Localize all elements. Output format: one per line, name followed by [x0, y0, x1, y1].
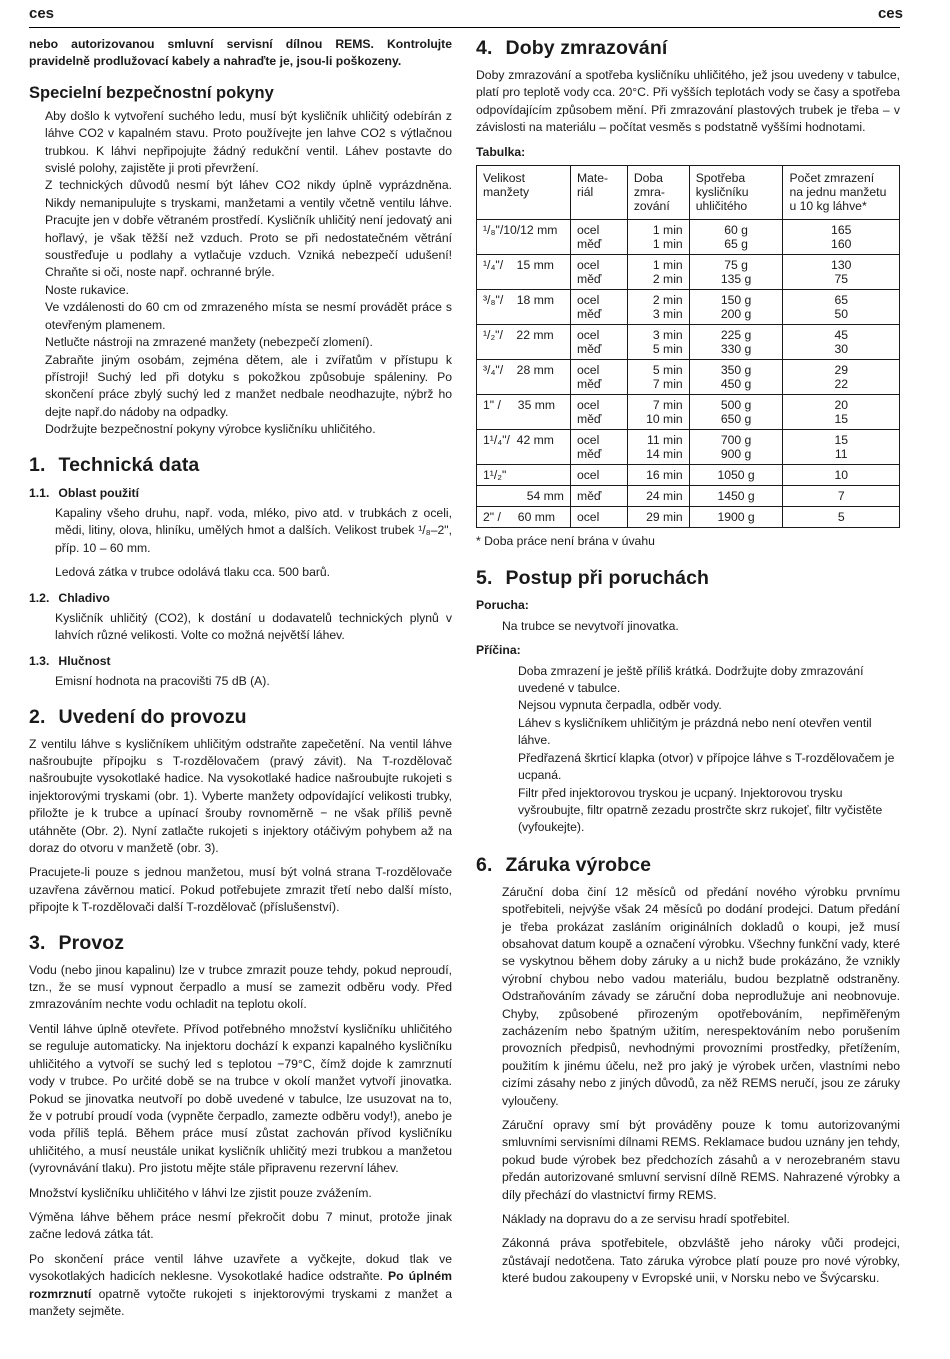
- size-cell: 1¹/₄"/ 42 mm: [477, 430, 571, 465]
- table-row: [477, 465, 900, 486]
- consumption-cell: 75 g 135 g: [689, 255, 783, 290]
- time-cell: 1 min 1 min: [627, 220, 689, 255]
- table-row: [477, 360, 900, 395]
- count-cell: 45 30: [783, 325, 900, 360]
- section-number: 1.: [29, 453, 46, 476]
- section-title: Uvedení do provozu: [58, 705, 247, 728]
- coolant-text: Kysličník uhličitý (CO2), k dostání u dodavatelů technických plynů v lahvích různé velikosti. Volte co možná největší láhev.: [55, 610, 452, 643]
- table-row: [477, 486, 900, 507]
- table-footnote: * Doba práce není brána v úvahu: [476, 534, 655, 549]
- table-row: [477, 325, 900, 360]
- section-4-heading: [476, 36, 900, 60]
- safety-line: Netlučte nástroji na zmrazené manžety (nebezpečí zlomení).: [45, 335, 373, 350]
- subsection-1-1-heading: [29, 485, 452, 502]
- material-cell: ocel měď: [570, 430, 627, 465]
- intro-warning: nebo autorizovanou smluvní servisní dílnou REMS. Kontrolujte pravidelně prodlužovací kabely a nahraďte je, jsou-li poškozeny.: [29, 37, 452, 69]
- time-cell: 5 min 7 min: [627, 360, 689, 395]
- warranty-text: [476, 884, 900, 1288]
- column-header: Doba zmra- zování: [627, 166, 689, 220]
- table-row: [477, 395, 900, 430]
- time-cell: 11 min 14 min: [627, 430, 689, 465]
- count-cell: 5: [783, 507, 900, 528]
- section-title: Záruka výrobce: [505, 853, 652, 876]
- material-cell: měď: [570, 486, 627, 507]
- cause-item: Láhev s kysličníkem uhličitým je prázdná nebo není otevřen ventil láhve.: [518, 715, 872, 748]
- table-row: [477, 430, 900, 465]
- column-header: Velikost manžety: [477, 166, 571, 220]
- size-cell: ¹/₂"/ 22 mm: [477, 325, 571, 360]
- count-cell: 130 75: [783, 255, 900, 290]
- safety-line: Z technických důvodů nesmí být láhev CO2 nikdy úplně vyprázdněna. Nikdy nemanipulujte s tryskami, manžetami a ventily včetně ventilu láhve. Pracujte jen v dobře větraném prostředí. Kysličník uhličitý není jedovatý ani hořlavý, je však těžší než vzduch. Proto se při nedostatečném větrání soustřeďuje u podlahy a vytlačuje vzduch. Vzniká nebezpečí udušení! Chraňte si oči, noste např. ochranné brýle.: [45, 178, 452, 280]
- freezing-table: [476, 165, 900, 528]
- table-row: [477, 255, 900, 290]
- material-cell: ocel: [570, 465, 627, 486]
- count-cell: 165 160: [783, 220, 900, 255]
- warranty-paragraph: Náklady na dopravu do a ze servisu hradí spotřebitel.: [502, 1212, 790, 1227]
- time-cell: 7 min 10 min: [627, 395, 689, 430]
- operation-text: opatrně vytočte rukojeti s injektorovými tryskami z manžet a manžety sejměte.: [29, 1286, 452, 1318]
- commissioning-paragraph: Pracujete-li pouze s jednou manžetou, musí být volná strana T-rozdělovače uzavřena závěrnou maticí. Pokud potřebujete zmrazit třetí nebo další místo, připojte k T-rozdělovači další T-rozdělovač (příslušenství).: [29, 865, 452, 915]
- time-cell: 3 min 5 min: [627, 325, 689, 360]
- section-6-heading: [476, 853, 900, 877]
- column-header: Spotřeba kysličníku uhličitého: [689, 166, 783, 220]
- operation-paragraph: Ventil láhve úplně otevřete. Přívod potřebného množství kysličníku uhličitého se reguluje automaticky. Na injektoru dochází k expanzi kapalného kysličníku uhličitého a vytvoří se suchý led s teplotou −79°C, čímž dojde k zamrznutí vody v trubce. Po určité době se na trubce v okolí manžet vytvoří jinovatka. Pokud se jinovatka neutvoří po době uvedené v tabulce, lze usuzovat na to, že v potrubí proudí voda (vypněte čerpadlo, zamezte odběru vody!), anebo je voda příliš teplá. Během práce musí zůstat zachován přívod kysličníku uhličitého, a musí neustále unikat kysličník uhličitý mezi trubkou a manžetou (vyrovnávání tlaku). Pro jistotu mějte stále připravenu rezervní láhev.: [29, 1021, 452, 1176]
- operation-paragraph: Vodu (nebo jinou kapalinu) lze v trubce zmrazit pouze tehdy, pokud neproudí, tzn., že se musí vypnout čerpadlo a musí se zamezit odběru vody. Před zmrazováním nechte vodu ochladit na teplotu okolí.: [29, 962, 452, 1012]
- safety-line: Aby došlo k vytvoření suchého ledu, musí být kysličník uhličitý odebírán z láhve CO2 v kapalném stavu. Proto používejte jen lahve CO2 s výtlačnou trubkou. K láhvi nepřipojujte žádný redukční ventil. Láhev postavte do svislé polohy, zajistěte ji proti převržení.: [45, 108, 452, 176]
- subsection-number: 1.2.: [29, 590, 50, 605]
- time-cell: 29 min: [627, 507, 689, 528]
- warranty-paragraph: Zákonná práva spotřebitele, obzvláště jeho nároky vůči prodejci, zůstávají nedotčena. Tato záruka výrobce platí pouze pro nové výrobky, které budou zakoupeny v Evropské unii, v Norsku nebo ve Švýcarsku.: [502, 1236, 900, 1286]
- safety-line: Ve vzdálenosti do 60 cm od zmrazeného místa se nesmí provádět práce s otevřeným plamenem.: [45, 300, 452, 332]
- count-cell: 65 50: [783, 290, 900, 325]
- fault-text: Na trubce se nevytvoří jinovatka.: [502, 618, 679, 633]
- safety-line: Zabraňte jiným osobám, zejména dětem, ale i zvířatům v přístupu k přístroji! Suchý led při dotyku s pokožkou způsobuje spáleniny. Po skončení práce zbylý suchý led z manžet nedbale neodhazujte, nýbrž ho dejte např.do nádoby na odpadky.: [45, 352, 452, 419]
- operation-paragraph: Výměna láhve během práce nesmí překročit dobu 7 minut, protože jinak začne ledová zátka tát.: [29, 1209, 452, 1242]
- consumption-cell: 500 g 650 g: [689, 395, 783, 430]
- ice-plug-text: Ledová zátka v trubce odolává tlaku cca. 500 barů.: [55, 565, 331, 580]
- table-row: [477, 290, 900, 325]
- header-right-label: ces: [877, 5, 903, 22]
- operation-paragraph: [29, 1251, 452, 1321]
- cause-item: Filtr před injektorovou tryskou je ucpaný. Injektorovou trysku vyšroubujte, filtr opatrně zezadu prostrčte skrz rukojeť, filtr vyčistěte (vyfoukejte).: [518, 785, 883, 835]
- header-left-label: ces: [29, 5, 55, 22]
- table-label: Tabulka:: [476, 144, 526, 159]
- consumption-cell: 1900 g: [689, 507, 783, 528]
- time-cell: 16 min: [627, 465, 689, 486]
- section-number: 4.: [476, 37, 493, 59]
- count-cell: 10: [783, 465, 900, 486]
- column-header: Počet zmrazení na jednu manžetu u 10 kg láhve*: [783, 166, 900, 220]
- material-cell: ocel měď: [570, 360, 627, 395]
- size-cell: 2" / 60 mm: [477, 507, 571, 528]
- consumption-cell: 700 g 900 g: [689, 430, 783, 465]
- material-cell: ocel: [570, 507, 627, 528]
- freezing-times-paragraph: Doby zmrazování a spotřeba kysličníku uhličitého, jež jsou uvedeny v tabulce, platí pro teplotě vody cca. 20°C. Při vyšších teplotách vody se časy a spotřeba odpovídajícím způsobem mění. Při zmrazování plastových trubek je třeba – v závislosti na materiálu – počítat vesměs s podstatně vyššími hodnotami.: [476, 68, 900, 135]
- fault-label: Porucha:: [476, 598, 529, 613]
- table-row: [477, 220, 900, 255]
- consumption-cell: 150 g 200 g: [689, 290, 783, 325]
- subsection-title: Chladivo: [58, 590, 110, 605]
- section-title: Postup při poruchách: [505, 567, 710, 590]
- table-header-row: [477, 166, 900, 220]
- consumption-cell: 225 g 330 g: [689, 325, 783, 360]
- cause-item: Doba zmrazení je ještě příliš krátká. Dodržujte doby zmrazování uvedené v tabulce.: [518, 663, 864, 696]
- section-title: Technická data: [58, 453, 200, 476]
- consumption-cell: 350 g 450 g: [689, 360, 783, 395]
- section-2-heading: [29, 705, 452, 729]
- warranty-paragraph: Záruční doba činí 12 měsíců od předání nového výrobku prvnímu spotřebiteli, nejvýše však 24 měsíců po dodání prodejci. Datum předání je třeba prokázat zasláním originálních dokladů o koupi, jež musí obsahovat datum koupě a označení výrobku. Všechny funkční vady, které se vyskytnou během doby záruky a u nichž bude prokázáno, že vznikly výrobní chybou nebo vadou materiálu, budou bezplatně odstraněny. Odstraňováním závady se záruční doba neprodlužuje ani neobnovuje. Chyby, způsobené přirozeným opotřebováním, nepřiměřeným zacházením nebo špatným užitím, nerespektováním nebo porušením provozních předpisů, nevhodnými provozními prostředky, přetížením, použitím k jinému účelu, než pro jaký je výrobek určen, vlastními nebo cizími zásahy nebo z jiných důvodů, za něž REMS neručí, jsou ze záruky vyloučeny.: [502, 884, 900, 1108]
- size-cell: ¹/₈"/10/12 mm: [477, 220, 571, 255]
- count-cell: 29 22: [783, 360, 900, 395]
- material-cell: ocel měď: [570, 220, 627, 255]
- operation-paragraph: Množství kysličníku uhličitého v láhvi lze zjistit pouze zvážením.: [29, 1185, 372, 1200]
- material-cell: ocel měď: [570, 255, 627, 290]
- size-cell: 54 mm: [477, 486, 571, 507]
- section-title: Provoz: [58, 931, 125, 954]
- subsection-title: Hlučnost: [58, 653, 111, 668]
- left-column: [29, 36, 452, 1327]
- operation-text: Po skončení práce ventil láhve uzavřete a vyčkejte, dokud tlak ve vysokotlakých hadicích neklesne. Vysokotlaké hadice odstraňte.: [29, 1251, 452, 1284]
- safety-title: Specielní bezpečnostní pokyny: [29, 83, 274, 102]
- subsection-1-3-heading: [29, 653, 452, 670]
- cause-item: Předřazená škrticí klapka (otvor) v přípojce láhve s T-rozdělovačem je ucpaná.: [518, 750, 895, 783]
- time-cell: 1 min 2 min: [627, 255, 689, 290]
- size-cell: 1¹/₂": [477, 465, 571, 486]
- subsection-title: Oblast použití: [58, 485, 139, 500]
- size-cell: 1" / 35 mm: [477, 395, 571, 430]
- subsection-number: 1.3.: [29, 653, 50, 668]
- warranty-paragraph: Záruční opravy smí být prováděny pouze k tomu autorizovanými smluvními servisními dílnami REMS. Reklamace budou uznány jen tehdy, pokud bude výrobek bez předchozích zásahů a v nerozebraném stavu předán autorizované smluvní servisní dílně REMS. Nahrazené výrobky a díly přechází do vlastnictví firmy REMS.: [502, 1118, 900, 1202]
- count-cell: 15 11: [783, 430, 900, 465]
- section-title: Doby zmrazování: [505, 37, 668, 59]
- section-number: 3.: [29, 931, 46, 954]
- size-cell: ³/₈"/ 18 mm: [477, 290, 571, 325]
- consumption-cell: 60 g 65 g: [689, 220, 783, 255]
- section-number: 6.: [476, 853, 493, 876]
- application-text: Kapaliny všeho druhu, např. voda, mléko, pivo atd. v trubkách z oceli, mědi, litiny, olova, hliníku, umělých hmot a dalších. Velikost trubek ¹/₈–2", příp. 10 – 60 mm.: [55, 505, 452, 555]
- size-cell: ³/₄"/ 28 mm: [477, 360, 571, 395]
- section-number: 2.: [29, 705, 46, 728]
- count-cell: 7: [783, 486, 900, 507]
- subsection-1-2-heading: [29, 590, 452, 607]
- table-row: [477, 507, 900, 528]
- subsection-number: 1.1.: [29, 485, 50, 500]
- consumption-cell: 1450 g: [689, 486, 783, 507]
- count-cell: 20 15: [783, 395, 900, 430]
- safety-instructions: [29, 108, 452, 439]
- time-cell: 24 min: [627, 486, 689, 507]
- noise-text: Emisní hodnota na pracovišti 75 dB (A).: [55, 674, 270, 689]
- material-cell: ocel měď: [570, 395, 627, 430]
- cause-list: [476, 663, 900, 837]
- material-cell: ocel měď: [570, 290, 627, 325]
- commissioning-paragraph: Z ventilu láhve s kysličníkem uhličitým odstraňte zapečetění. Na ventil láhve našroubujte přípojku s T-rozdělovačem (pravý závit). Na T-rozdělovač našroubujte vysokotlaké hadice. Na vysokotlaké hadice našroubujte rukojeti s injektorovými tryskami (obr. 1). Vyberte manžety odpovídající velikosti trubky, přiložte je k trubce a upínací šrouby rovnoměrně − ne však příliš pevně utáhněte (Obr. 2). Nyní zatlačte rukojeti s injektory otáčivým pohybem až na doraz do otvoru v manžetě (obr. 3).: [29, 736, 452, 856]
- header-divider: [29, 27, 900, 28]
- section-1-heading: [29, 453, 452, 477]
- size-cell: ¹/₄"/ 15 mm: [477, 255, 571, 290]
- time-cell: 2 min 3 min: [627, 290, 689, 325]
- safety-line: Noste rukavice.: [45, 282, 129, 297]
- cause-item: Nejsou vypnuta čerpadla, odběr vody.: [518, 698, 722, 713]
- section-number: 5.: [476, 567, 493, 590]
- operation-emphasis: Po úplném rozmrznutí: [29, 1269, 452, 1301]
- safety-line: Dodržujte bezpečnostní pokyny výrobce kysličníku uhličitého.: [45, 422, 376, 437]
- cause-label: Příčina:: [476, 643, 521, 658]
- section-3-heading: [29, 931, 452, 955]
- section-5-heading: [476, 566, 900, 590]
- right-column: [476, 36, 900, 1295]
- column-header: Mate- riál: [570, 166, 627, 220]
- material-cell: ocel měď: [570, 325, 627, 360]
- consumption-cell: 1050 g: [689, 465, 783, 486]
